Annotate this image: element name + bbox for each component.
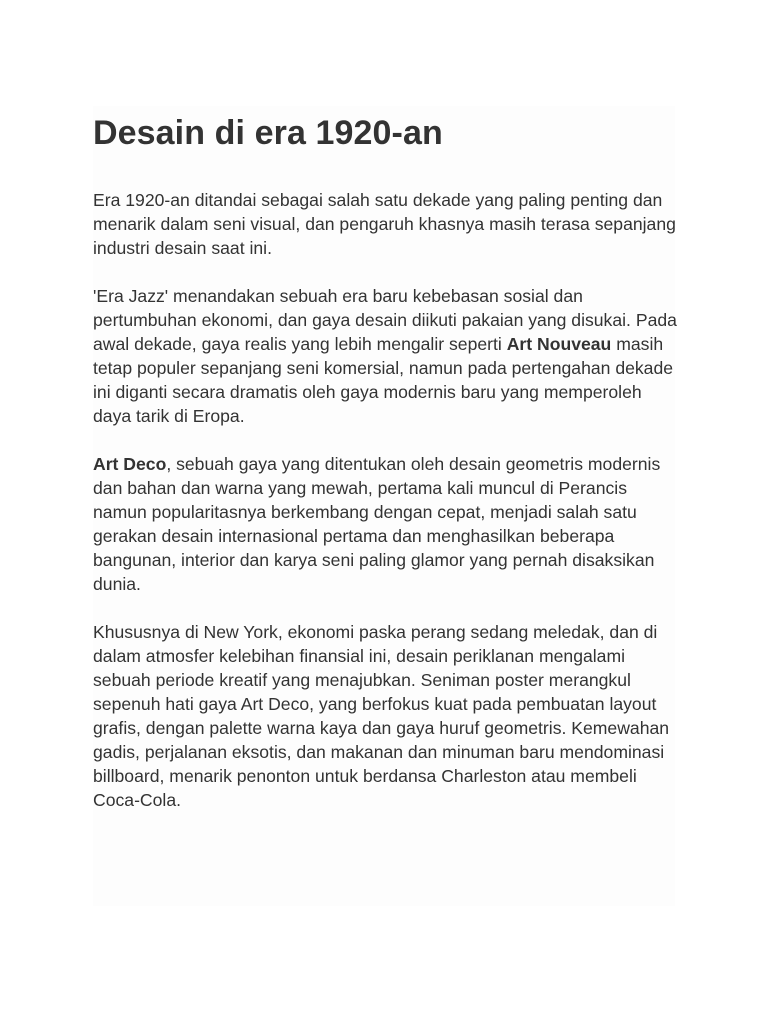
paragraph-new-york-text: Khususnya di New York, ekonomi paska perang sedang meledak, dan di dalam atmosfer kelebihan finansial ini, desain periklanan mengalami sebuah periode kreatif yang menajubkan. Seniman poster merangkul sepenuh hati gaya Art Deco, yang berfokus kuat pada pembuatan layout grafis, dengan palette warna kaya dan gaya huruf geometris. Kemewahan gadis, perjalanan eksotis, dan makanan dan minuman baru mendominasi billboard, menarik penonton untuk berdansa Charleston atau membeli Coca-Cola. <box>93 621 670 810</box>
art-nouveau-term: Art Nouveau <box>506 333 612 354</box>
paragraph-jazz-era <box>93 284 683 428</box>
paragraph-intro-text: Era 1920-an ditandai sebagai salah satu dekade yang paling penting dan menarik dalam seni visual, dan pengaruh khasnya masih terasa sepanjang industri desain saat ini. <box>93 189 676 258</box>
paragraph-jazz-era-text-2: masih tetap populer sepanjang seni komersial, namun pada pertengahan dekade ini diganti secara dramatis oleh gaya modernis baru yang memperoleh daya tarik di Eropa. <box>93 333 674 426</box>
paragraph-art-deco-text: , sebuah gaya yang ditentukan oleh desain geometris modernis dan bahan dan warna yang mewah, pertama kali muncul di Perancis namun popularitasnya berkembang dengan cepat, menjadi salah satu gerakan desain internasional pertama dan menghasilkan beberapa bangunan, interior dan karya seni paling glamor yang pernah disaksikan dunia. <box>93 453 661 594</box>
paragraph-jazz-era-text-1: 'Era Jazz' menandakan sebuah era baru kebebasan sosial dan pertumbuhan ekonomi, dan gaya desain diikuti pakaian yang disukai. Pada awal dekade, gaya realis yang lebih mengalir seperti <box>93 285 677 354</box>
paragraph-new-york <box>93 620 683 812</box>
article <box>93 112 683 836</box>
page-title: Desain di era 1920-an <box>93 114 443 152</box>
paragraph-art-deco <box>93 452 683 596</box>
paragraph-intro <box>93 188 683 260</box>
art-deco-term: Art Deco <box>93 453 167 474</box>
